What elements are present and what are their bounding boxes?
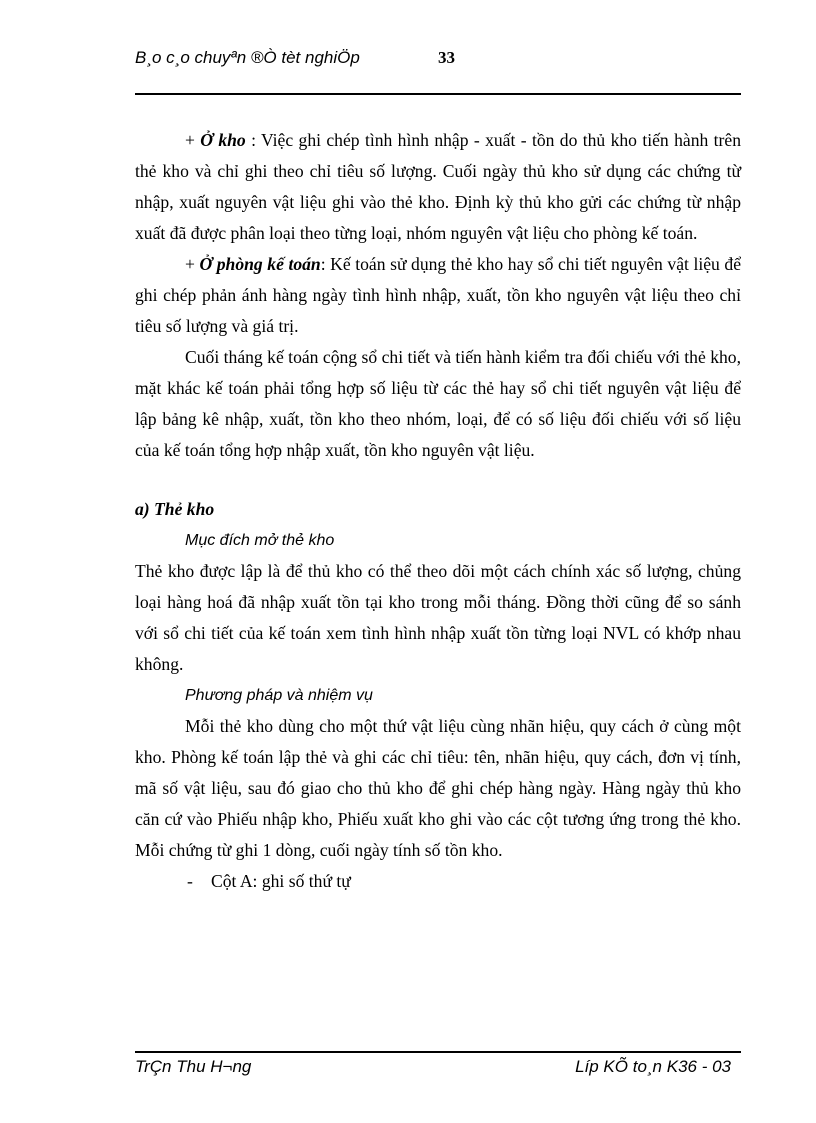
page-header — [135, 48, 741, 78]
paragraph-kho-prefix: + — [185, 130, 201, 150]
footer-divider — [135, 1051, 741, 1053]
class-name: Líp KÕ to¸n K36 - 03 — [575, 1057, 731, 1076]
page-number: 33 — [438, 48, 455, 67]
report-title: B¸o c¸o chuyªn ®Ò tèt nghiÖp — [135, 48, 360, 67]
header-divider — [135, 93, 741, 95]
list-item-text: Cột A: ghi số thứ tự — [211, 871, 351, 891]
paragraph-muc-dich: Thẻ kho được lập là để thủ kho có thể theo dõi một cách chính xác số lượng, chủng loại hàng hoá đã nhập xuất tồn tại kho trong mỗi tháng. Đồng thời cũng để so sánh với sổ chi tiết của kế toán xem tình hình nhập xuất tồn từng loại NVL có khớp nhau không. — [135, 561, 741, 674]
paragraph-phong-bold: Ở phòng kế toán — [199, 254, 321, 274]
page-footer — [135, 1057, 741, 1081]
subheading-phuong-phap: Phương pháp và nhiệm vụ — [185, 687, 373, 704]
paragraph-phuong-phap: Mỗi thẻ kho dùng cho một thứ vật liệu cùng nhãn hiệu, quy cách ở cùng một kho. Phòng kế toán lập thẻ và ghi các chỉ tiêu: tên, nhãn hiệu, quy cách, đơn vị tính, mã số vật liệu, sau đó giao cho thủ kho để ghi chép hàng ngày. Hàng ngày thủ kho căn cứ vào Phiếu nhập kho, Phiếu xuất kho ghi vào các cột tương ứng trong thẻ kho. Mỗi chứng từ ghi 1 dòng, cuối ngày tính số tồn kho. — [135, 716, 741, 860]
bullet-dash: - — [187, 871, 193, 891]
paragraph-kho-text: : Việc ghi chép tình hình nhập - xuất - tồn do thủ kho tiến hành trên thẻ kho và chỉ ghi theo chỉ tiêu số lượng. Cuối ngày thủ kho sử dụng các chứng từ nhập, xuất nguyên vật liệu ghi vào thẻ kho. Định kỳ thủ kho gửi các chứng từ nhập xuất đã được phân loại theo từng loại, nhóm nguyên vật liệu cho phòng kế toán. — [135, 130, 741, 243]
paragraph-cuoi-thang: Cuối tháng kế toán cộng sổ chi tiết và tiến hành kiểm tra đối chiếu với thẻ kho, mặt khác kế toán phải tổng hợp số liệu từ các thẻ hay sổ chi tiết nguyên vật liệu để lập bảng kê nhập, xuất, tồn kho theo nhóm, loại, để có số liệu đối chiếu với số liệu của kế toán tổng hợp nhập xuất, tồn kho nguyên vật liệu. — [135, 347, 741, 460]
author-name: TrÇn Thu H¬ng — [135, 1057, 252, 1076]
spacer — [135, 466, 741, 494]
paragraph-phong-text: : Kế toán sử dụng thẻ kho hay sổ chi tiết nguyên vật liệu để ghi chép phản ánh hàng ngày tình hình nhập, xuất, tồn kho nguyên vật liệu theo chỉ tiêu số lượng và giá trị. — [135, 254, 742, 336]
list-item — [135, 866, 741, 897]
document-body — [135, 125, 741, 897]
paragraph-phong-ke-toan — [135, 249, 741, 342]
paragraph-phong-prefix: + — [185, 254, 200, 274]
section-heading: a) Thẻ kho — [135, 499, 215, 519]
subheading-muc-dich: Mục đích mở thẻ kho — [185, 532, 335, 549]
paragraph-kho — [135, 125, 741, 249]
paragraph-kho-bold: Ở kho — [200, 130, 246, 150]
